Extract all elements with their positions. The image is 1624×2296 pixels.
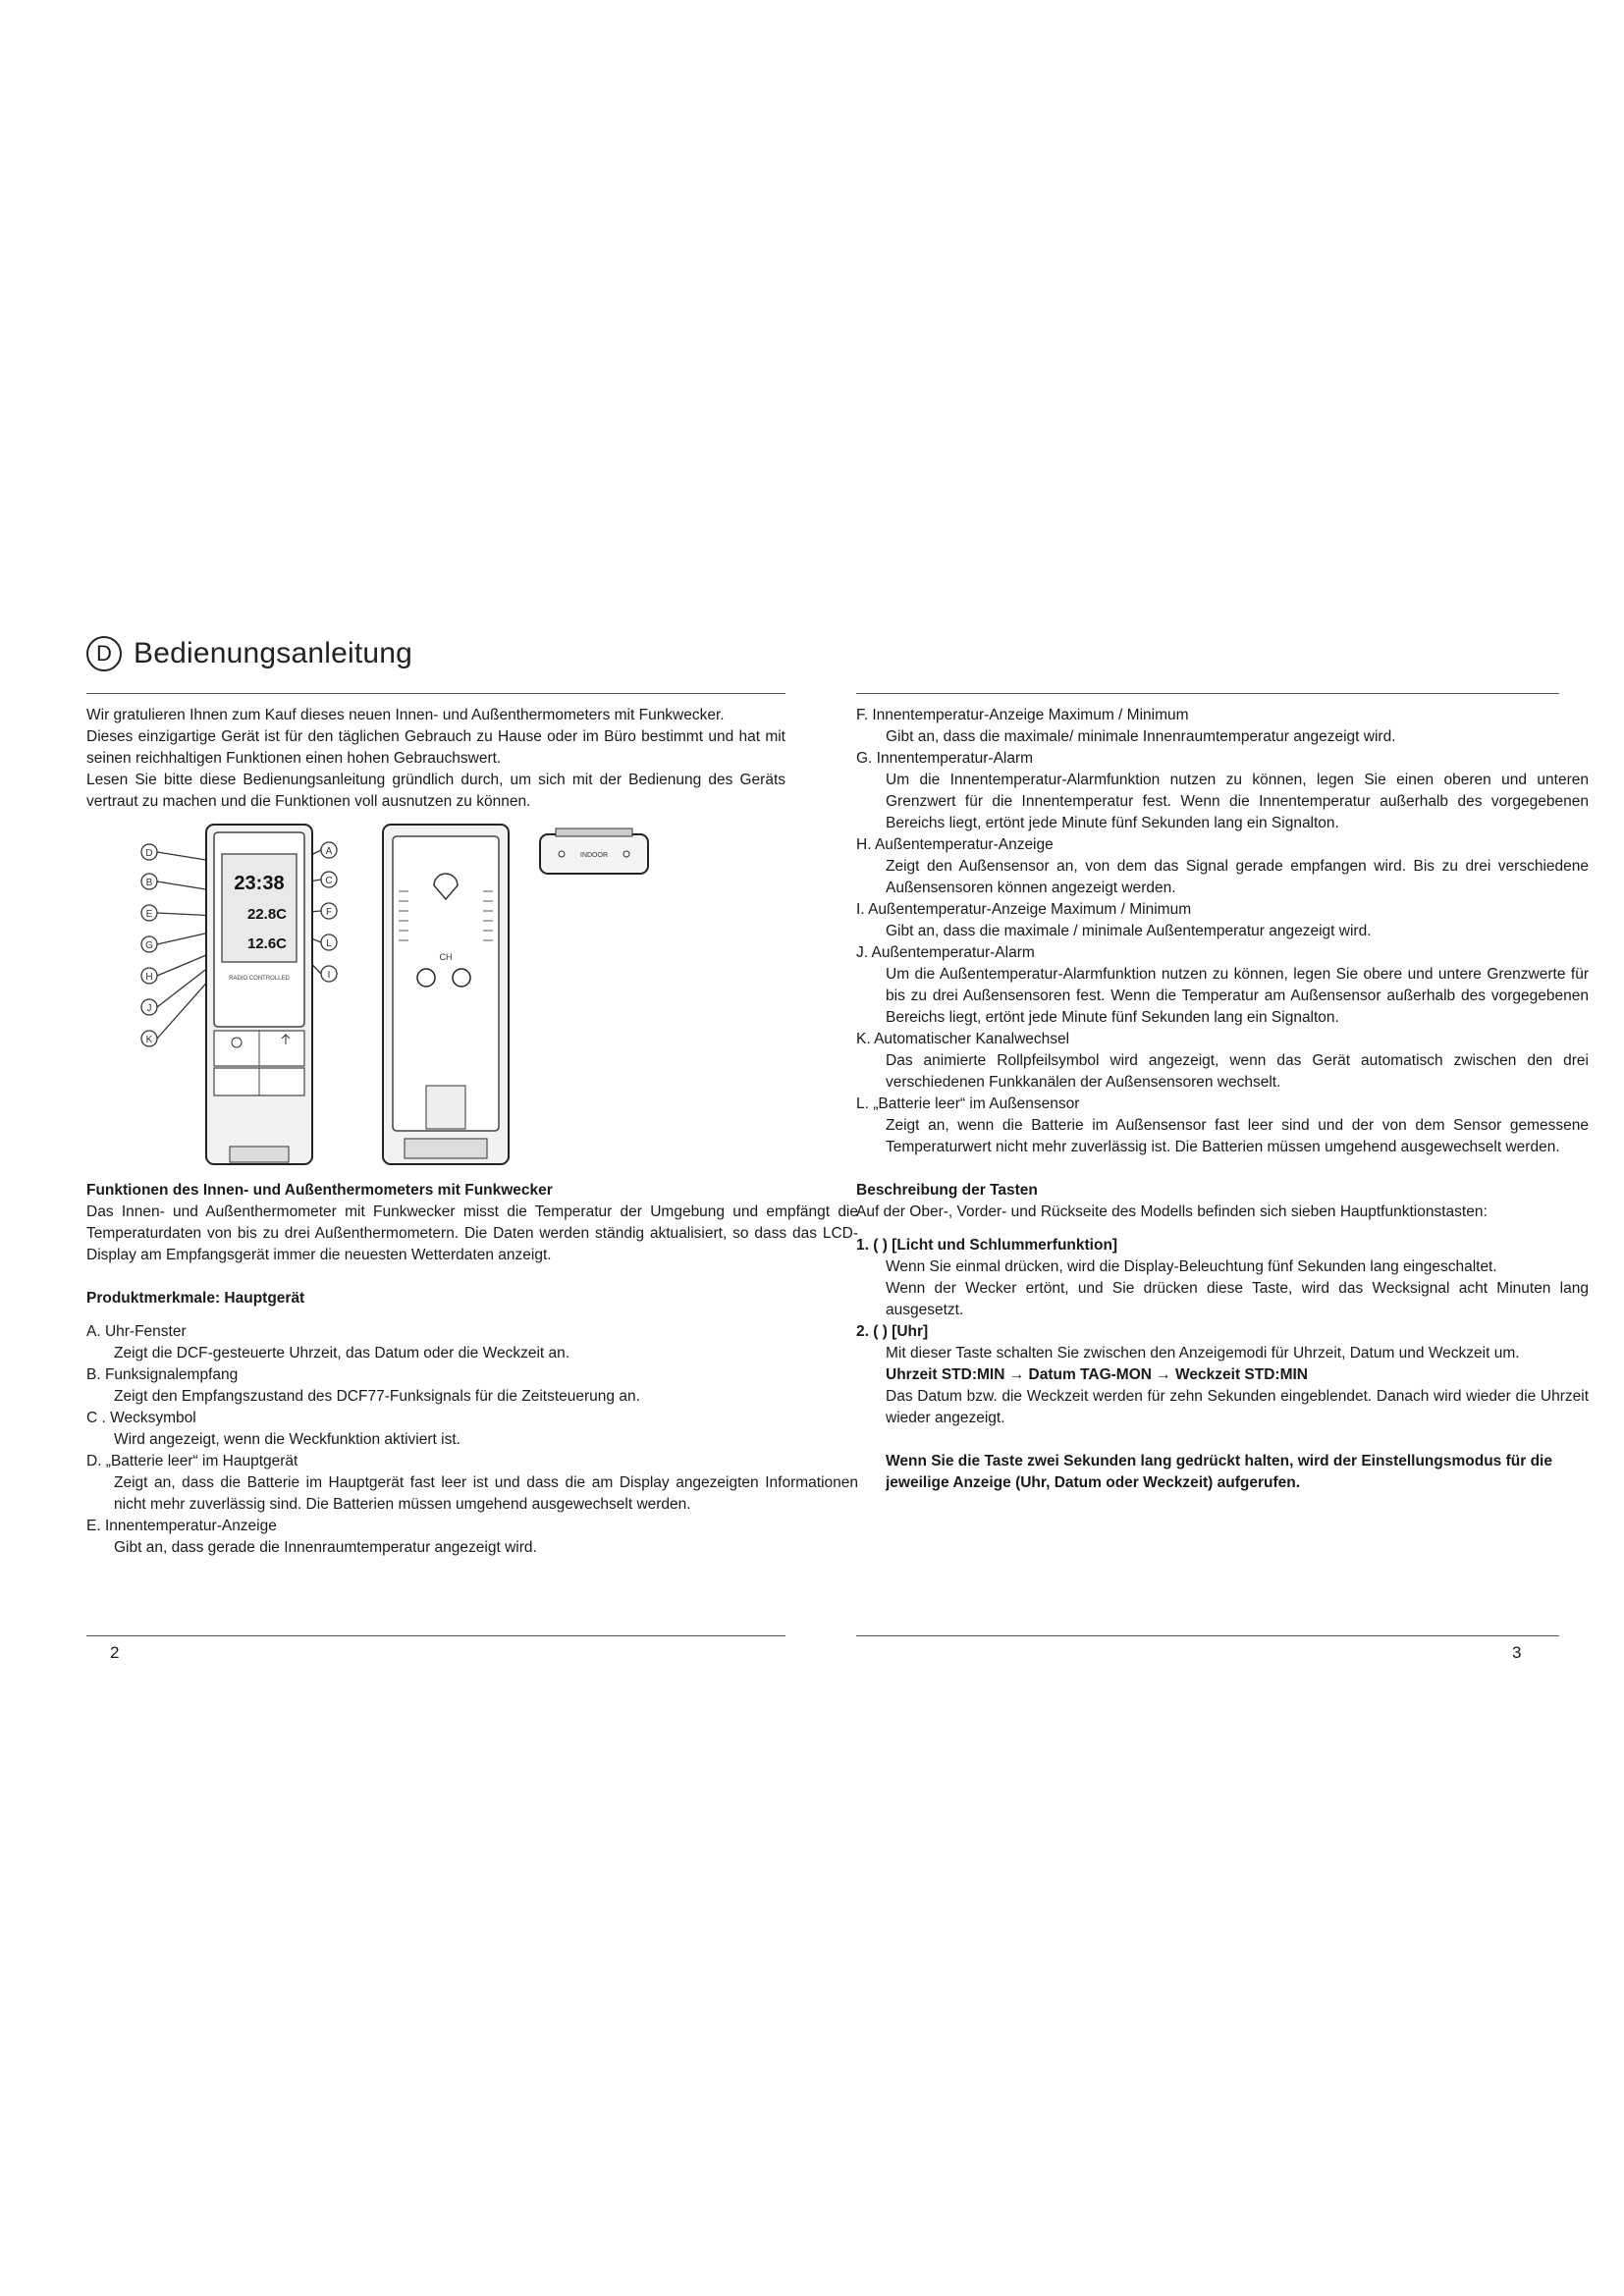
callout-e: E <box>145 909 153 920</box>
features-heading: Produktmerkmale: Hauptgerät <box>86 1290 305 1307</box>
language-badge: D <box>86 636 122 671</box>
callout-d: D <box>145 848 153 859</box>
item-h-desc: Zeigt den Außensensor an, von dem das Signal gerade empfangen wird. Bis zu drei verschiedene Außensensoren können angezeigt werden. <box>886 858 1589 896</box>
item-j-label: J. Außentemperatur-Alarm <box>856 944 1035 961</box>
right-top-rule <box>856 693 1559 694</box>
item-a-label: A. Uhr-Fenster <box>86 1323 187 1340</box>
item-i-desc: Gibt an, dass die maximale / minimale Außentemperatur angezeigt wird. <box>886 923 1372 939</box>
item-e-label: E. Innentemperatur-Anzeige <box>86 1518 277 1534</box>
item-k-label: K. Automatischer Kanalwechsel <box>856 1031 1070 1047</box>
item-f-label: F. Innentemperatur-Anzeige Maximum / Minimum <box>856 707 1189 723</box>
device-front <box>206 825 312 1164</box>
callout-b: B <box>145 878 153 888</box>
key1-desc-1: Wenn Sie einmal drücken, wird die Display-Beleuchtung fünf Sekunden lang eingeschaltet. <box>886 1258 1497 1275</box>
lcd-temp-out: 12.6C <box>246 935 288 952</box>
device-figure <box>128 823 736 1176</box>
callout-k: K <box>145 1035 153 1045</box>
right-bottom-rule <box>856 1635 1559 1636</box>
callout-h: H <box>145 972 153 983</box>
keys-intro: Auf der Ober-, Vorder- und Rückseite des Modells befinden sich sieben Hauptfunktionstasten: <box>856 1203 1488 1220</box>
page-number-right: 3 <box>1512 1643 1522 1662</box>
key2-desc-2: Das Datum bzw. die Weckzeit werden für zehn Sekunden eingeblendet. Danach wird wieder die Uhrzeit wieder angezeigt. <box>886 1388 1589 1426</box>
left-column <box>86 705 852 813</box>
functions-heading: Funktionen des Innen- und Außenthermometers mit Funkwecker <box>86 1182 553 1199</box>
key1-desc-2: Wenn der Wecker ertönt, und Sie drücken diese Taste, wird das Wecksignal acht Minuten lang ausgesetzt. <box>886 1280 1589 1318</box>
key2-label: 2. ( ) [Uhr] <box>856 1323 929 1340</box>
left-bottom-rule <box>86 1635 785 1636</box>
callout-j: J <box>146 1003 152 1014</box>
intro-line-3: Lesen Sie bitte diese Bedienungsanleitung gründlich durch, um sich mit der Bedienung des Geräts vertraut zu machen und die Funktionen voll ausnutzen zu können. <box>86 772 785 810</box>
item-g-desc: Um die Innentemperatur-Alarmfunktion nutzen zu können, legen Sie einen oberen und unteren Grenzwert für die Innentemperatur fest. Wenn die Innentemperatur außerhalb des vorgegebenen Bereichs liegt, ertönt jede Minute fünf Sekunden lang ein Signalton. <box>886 772 1589 831</box>
right-column <box>856 705 1589 1494</box>
item-c-label: C . Wecksymbol <box>86 1410 196 1426</box>
indoor-label: INDOOR <box>580 852 608 859</box>
hold-note: Wenn Sie die Taste zwei Sekunden lang gedrückt halten, wird der Einstellungsmodus für die jeweilige Anzeige (Uhr, Datum oder Weckzeit) aufgerufen. <box>886 1453 1552 1491</box>
page-number-left: 2 <box>110 1643 120 1662</box>
left-lower <box>86 1180 858 1559</box>
item-d-desc: Zeigt an, dass die Batterie im Hauptgerät fast leer ist und dass die am Display angezeigten Informationen nicht mehr zuverlässig sind. Die Batterien müssen umgehend ausgewechselt werden. <box>114 1474 858 1513</box>
item-d-label: D. „Batterie leer“ im Hauptgerät <box>86 1453 298 1469</box>
item-k-desc: Das animierte Rollpfeilsymbol wird angezeigt, wenn das Gerät automatisch zwischen den drei verschiedenen Funkkanälen der Außensensoren wechselt. <box>886 1052 1589 1091</box>
item-b-label: B. Funksignalempfang <box>86 1366 239 1383</box>
lcd-time: 23:38 <box>234 873 285 894</box>
key1-label: 1. ( ) [Licht und Schlummerfunktion] <box>856 1237 1118 1254</box>
key2-desc-1: Mit dieser Taste schalten Sie zwischen den Anzeigemodi für Uhrzeit, Datum und Weckzeit um. <box>886 1345 1520 1362</box>
page-header <box>86 636 412 671</box>
item-f-desc: Gibt an, dass die maximale/ minimale Innenraumtemperatur angezeigt wird. <box>886 728 1396 745</box>
callout-i: I <box>327 970 331 981</box>
radio-label: RADIO CONTROLLED <box>229 976 290 982</box>
lcd-temp-in: 22.8C <box>246 906 288 923</box>
item-l-label: L. „Batterie leer“ im Außensensor <box>856 1095 1080 1112</box>
callout-f: F <box>325 907 333 918</box>
item-c-desc: Wird angezeigt, wenn die Weckfunktion aktiviert ist. <box>114 1431 460 1448</box>
item-j-desc: Um die Außentemperatur-Alarmfunktion nutzen zu können, legen Sie obere und untere Grenzwerte für bis zu drei Außensensoren fest. Wenn die Temperatur am Außensensor außerhalb des vorgegebenen Bereichs liegt, ertönt jede Minute fünf Sekunden lang ein Signalton. <box>886 966 1589 1026</box>
item-b-desc: Zeigt den Empfangszustand des DCF77-Funksignals für die Zeitsteuerung an. <box>114 1388 640 1405</box>
callout-l: L <box>326 938 332 949</box>
item-i-label: I. Außentemperatur-Anzeige Maximum / Minimum <box>856 901 1192 918</box>
callout-g: G <box>145 940 153 951</box>
device-back <box>383 825 509 1164</box>
item-g-label: G. Innentemperatur-Alarm <box>856 750 1034 767</box>
left-top-rule <box>86 693 785 694</box>
intro-line-2: Dieses einzigartige Gerät ist für den täglichen Gebrauch zu Hause oder im Büro bestimmt und hat mit seinen reichhaltigen Funktionen einen hohen Gebrauchswert. <box>86 728 785 767</box>
page-title: Bedienungsanleitung <box>134 637 413 669</box>
channel-label: CH <box>439 952 453 962</box>
item-h-label: H. Außentemperatur-Anzeige <box>856 836 1054 853</box>
intro-line-1: Wir gratulieren Ihnen zum Kauf dieses neuen Innen- und Außenthermometers mit Funkwecker. <box>86 707 725 723</box>
item-a-desc: Zeigt die DCF-gesteuerte Uhrzeit, das Datum oder die Weckzeit an. <box>114 1345 570 1362</box>
key2-sequence: Uhrzeit STD:MIN → Datum TAG-MON → Weckzeit STD:MIN <box>886 1366 1308 1383</box>
keys-heading: Beschreibung der Tasten <box>856 1182 1038 1199</box>
callout-a: A <box>325 846 333 857</box>
item-e-desc: Gibt an, dass gerade die Innenraumtemperatur angezeigt wird. <box>114 1539 537 1556</box>
item-l-desc: Zeigt an, wenn die Batterie im Außensensor fast leer sind und der von dem Sensor gemessene Temperaturwert nicht mehr zuverlässig ist. Die Batterien müssen umgehend ausgewechselt werden. <box>886 1117 1589 1155</box>
functions-text: Das Innen- und Außenthermometer mit Funkwecker misst die Temperatur der Umgebung und empfängt die Temperaturdaten von bis zu drei Außenthermometern. Die Daten werden ständig aktualisiert, so dass das LCD-Display am Empfangsgerät immer die neuesten Wetterdaten anzeigt. <box>86 1203 858 1263</box>
outdoor-sensor <box>540 828 648 874</box>
callout-c: C <box>325 876 333 886</box>
